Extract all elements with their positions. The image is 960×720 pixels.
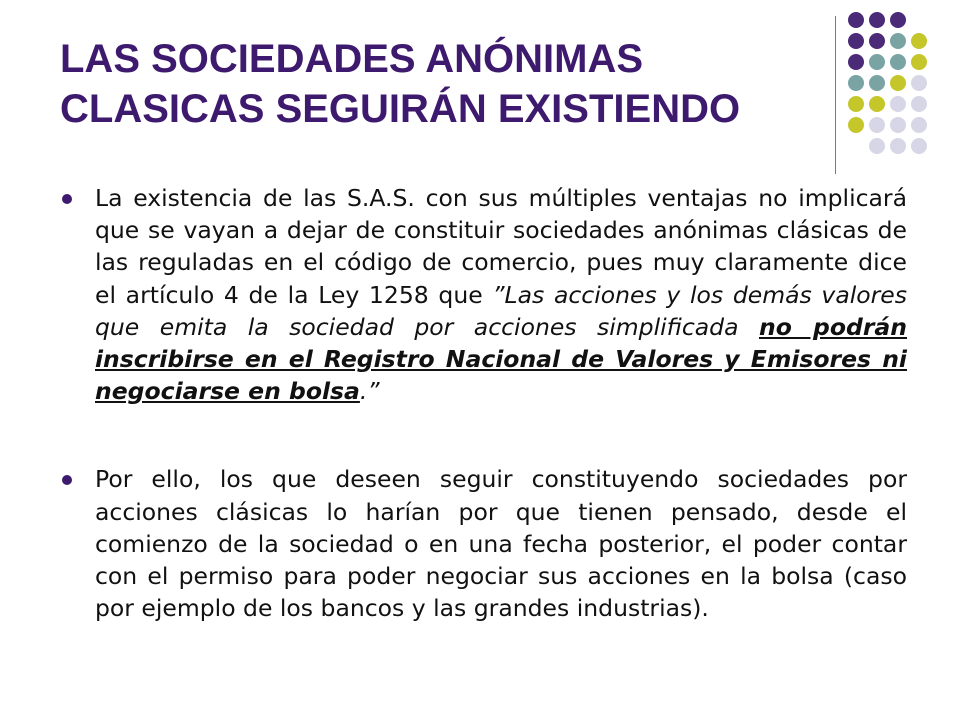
title-line-1: LAS SOCIEDADES ANÓNIMAS [60, 37, 644, 81]
decorative-dot [869, 12, 885, 28]
decorative-dot [911, 54, 927, 70]
decorative-dot [869, 54, 885, 70]
title-line-2: CLASICAS SEGUIRÁN EXISTIENDO [60, 87, 741, 131]
decorative-dot [911, 96, 927, 112]
decorative-dot [911, 117, 927, 133]
decorative-dot [890, 117, 906, 133]
bullet-1-quote-emphasis: no podrán inscribirse en el Registro Nacional de Valores y Emisores ni negociarse en bolsa [95, 312, 907, 406]
decorative-dot [869, 117, 885, 133]
bullet-item-1 [62, 182, 907, 407]
decorative-dot [848, 12, 864, 28]
decorative-dot [848, 75, 864, 91]
decorative-divider [835, 16, 836, 174]
decorative-dot [848, 33, 864, 49]
decorative-dot [911, 138, 927, 154]
decorative-dot [869, 33, 885, 49]
decorative-dot [848, 54, 864, 70]
bullet-1-quote-close: .” [359, 377, 380, 406]
bullet-1-quote: ”Las acciones y los demás valores que emita la sociedad por acciones simplificada [95, 280, 907, 341]
decorative-dot [890, 12, 906, 28]
decorative-dot [890, 138, 906, 154]
bullet-item-2 [62, 463, 907, 624]
decorative-dot [848, 117, 864, 133]
decorative-dot-grid [848, 12, 948, 162]
bullet-1-text: La existencia de las S.A.S. con sus múltiples ventajas no implicará que se vayan a dejar de constituir sociedades anónimas clásicas de las reguladas en el código de comercio, pues muy claramente dice el artículo 4 de la Ley 1258 que [95, 184, 907, 309]
decorative-dot [890, 75, 906, 91]
slide-title [60, 34, 820, 134]
decorative-dot [869, 75, 885, 91]
decorative-dot [911, 33, 927, 49]
decorative-dot [911, 75, 927, 91]
decorative-dot [869, 96, 885, 112]
decorative-dot [890, 54, 906, 70]
bullet-dot-icon [62, 475, 72, 485]
slide-body [62, 182, 907, 624]
decorative-dot [890, 96, 906, 112]
decorative-dot [890, 33, 906, 49]
decorative-dot [869, 138, 885, 154]
bullet-dot-icon [62, 194, 72, 204]
bullet-2-text: Por ello, los que deseen seguir constituyendo sociedades por acciones clásicas lo harían por que tienen pensado, desde el comienzo de la sociedad o en una fecha posterior, el poder contar con el permiso para poder negociar sus acciones en la bolsa (caso por ejemplo de los bancos y las grandes industrias). [95, 465, 907, 623]
decorative-dot [848, 96, 864, 112]
